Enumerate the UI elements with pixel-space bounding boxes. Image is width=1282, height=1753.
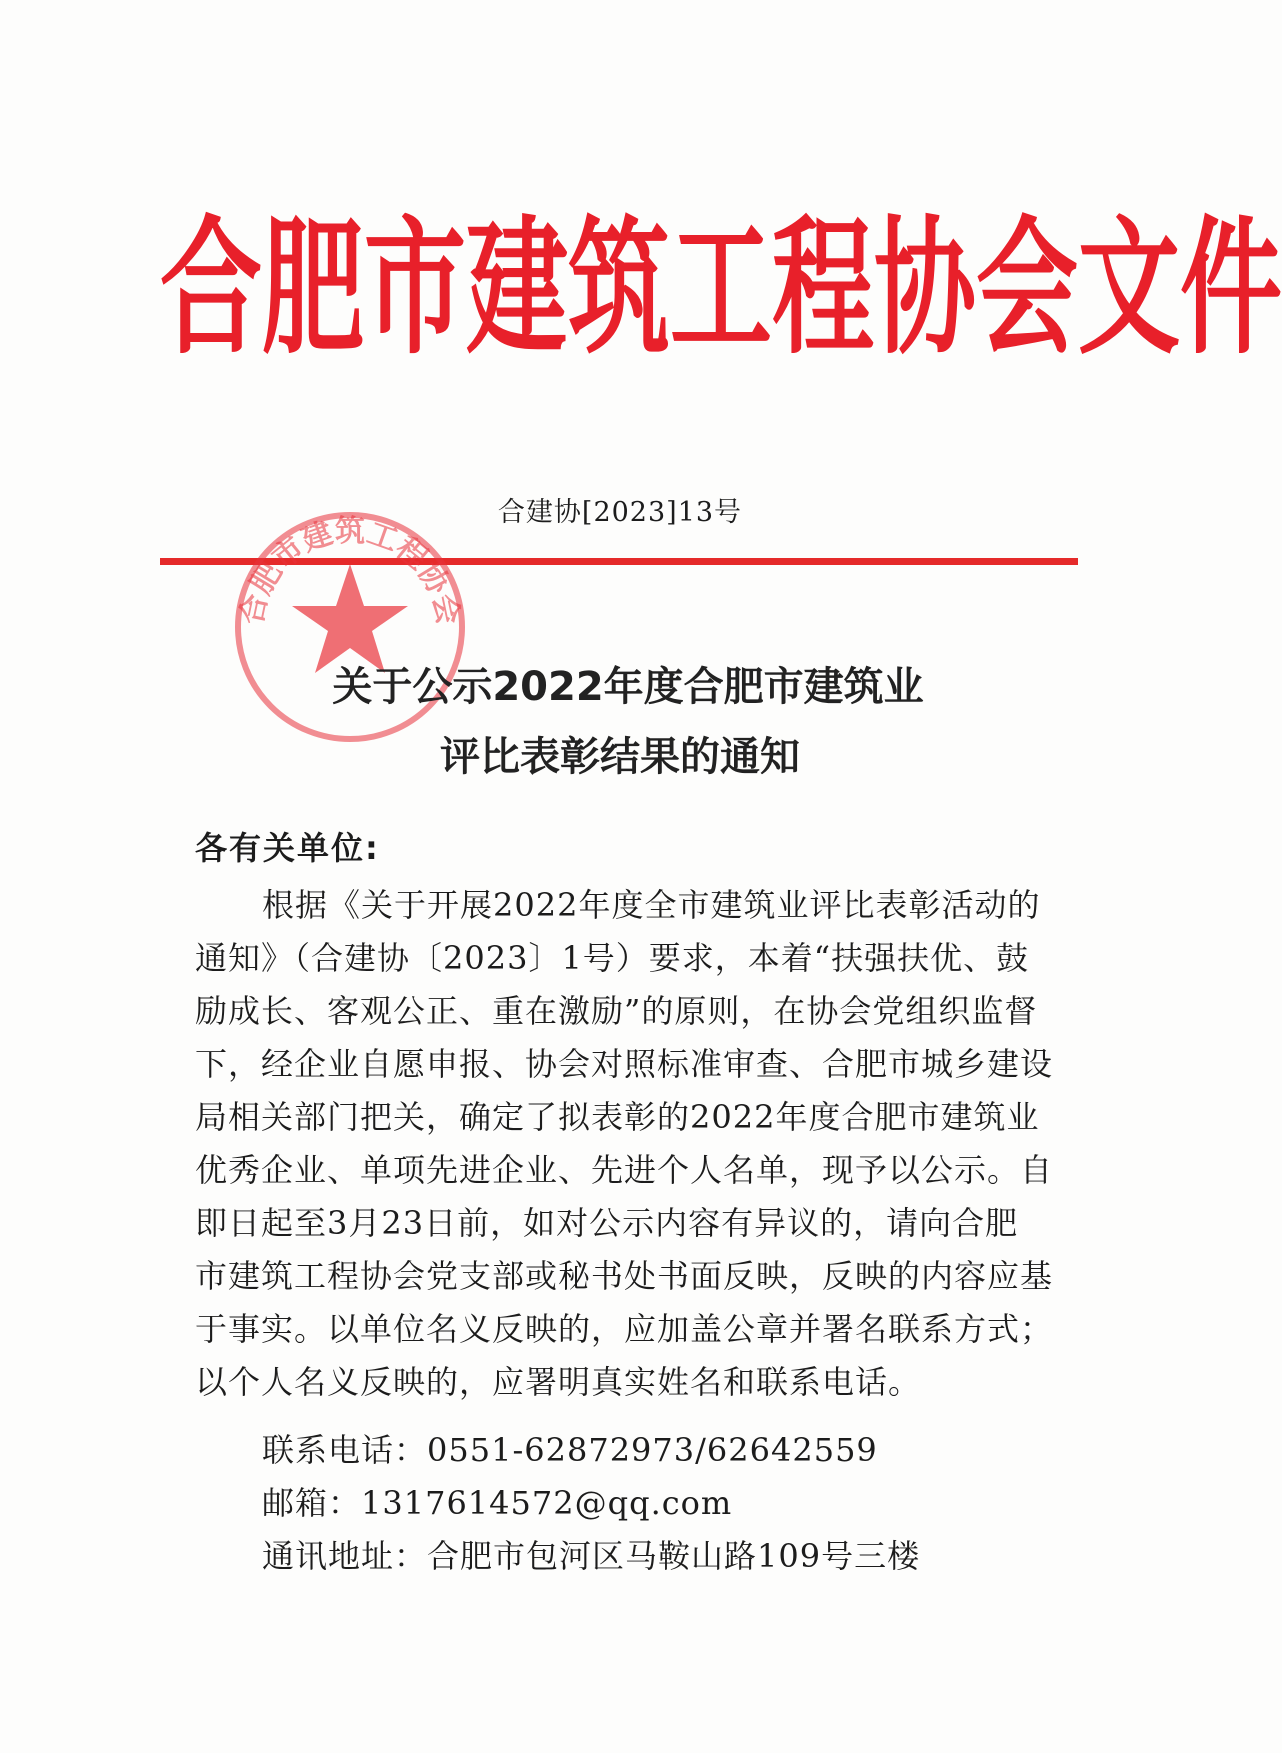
header-char: 工 (670, 203, 772, 376)
body-line: 根据《关于开展2022年度全市建筑业评比表彰活动的 (262, 886, 1041, 924)
header-char: 肥 (262, 203, 364, 376)
contact-phone: 联系电话：0551-62872973/62642559 (262, 1431, 878, 1469)
body-line: 即日起至3月23日前，如对公示内容有异议的，请向合肥 (195, 1204, 1019, 1242)
header-char: 合 (160, 203, 262, 376)
header-char: 文 (1078, 203, 1180, 376)
body-line: 优秀企业、单项先进企业、先进个人名单，现予以公示。自 (195, 1151, 1054, 1189)
header-char: 程 (772, 203, 874, 376)
seal-ring-text: 合肥市建筑工程协会 (234, 514, 466, 628)
header-char: 件 (1180, 203, 1282, 376)
notice-title-line1: 关于公示2022年度合肥市建筑业 (332, 664, 924, 710)
document-number: 合建协[2023]13号 (497, 497, 743, 528)
body-line: 于事实。以单位名义反映的，应加盖公章并署名联系方式； (195, 1310, 1054, 1348)
contact-email: 邮箱：1317614572@qq.com (262, 1484, 733, 1522)
body-line: 下，经企业自愿申报、协会对照标准审查、合肥市城乡建设 (195, 1045, 1054, 1083)
contact-address: 通讯地址：合肥市包河区马鞍山路109号三楼 (262, 1537, 921, 1575)
body-line: 以个人名义反映的，应署明真实姓名和联系电话。 (195, 1363, 922, 1401)
notice-title-line2: 评比表彰结果的通知 (440, 734, 800, 780)
body-line: 市建筑工程协会党支部或秘书处书面反映，反映的内容应基 (195, 1257, 1054, 1295)
body-line: 局相关部门把关，确定了拟表彰的2022年度合肥市建筑业 (195, 1098, 1040, 1136)
body-line: 励成长、客观公正、重在激励”的原则，在协会党组织监督 (195, 992, 1038, 1030)
header-char: 筑 (568, 203, 670, 376)
document-header-title (160, 203, 1282, 376)
header-char: 会 (976, 203, 1078, 376)
header-char: 协 (874, 203, 976, 376)
header-char: 市 (364, 203, 466, 376)
official-seal-icon (225, 502, 475, 752)
salutation: 各有关单位: (195, 829, 380, 867)
body-line: 通知》（合建协〔2023〕1号）要求，本着“扶强扶优、鼓 (195, 939, 1030, 977)
header-char: 建 (466, 203, 568, 376)
